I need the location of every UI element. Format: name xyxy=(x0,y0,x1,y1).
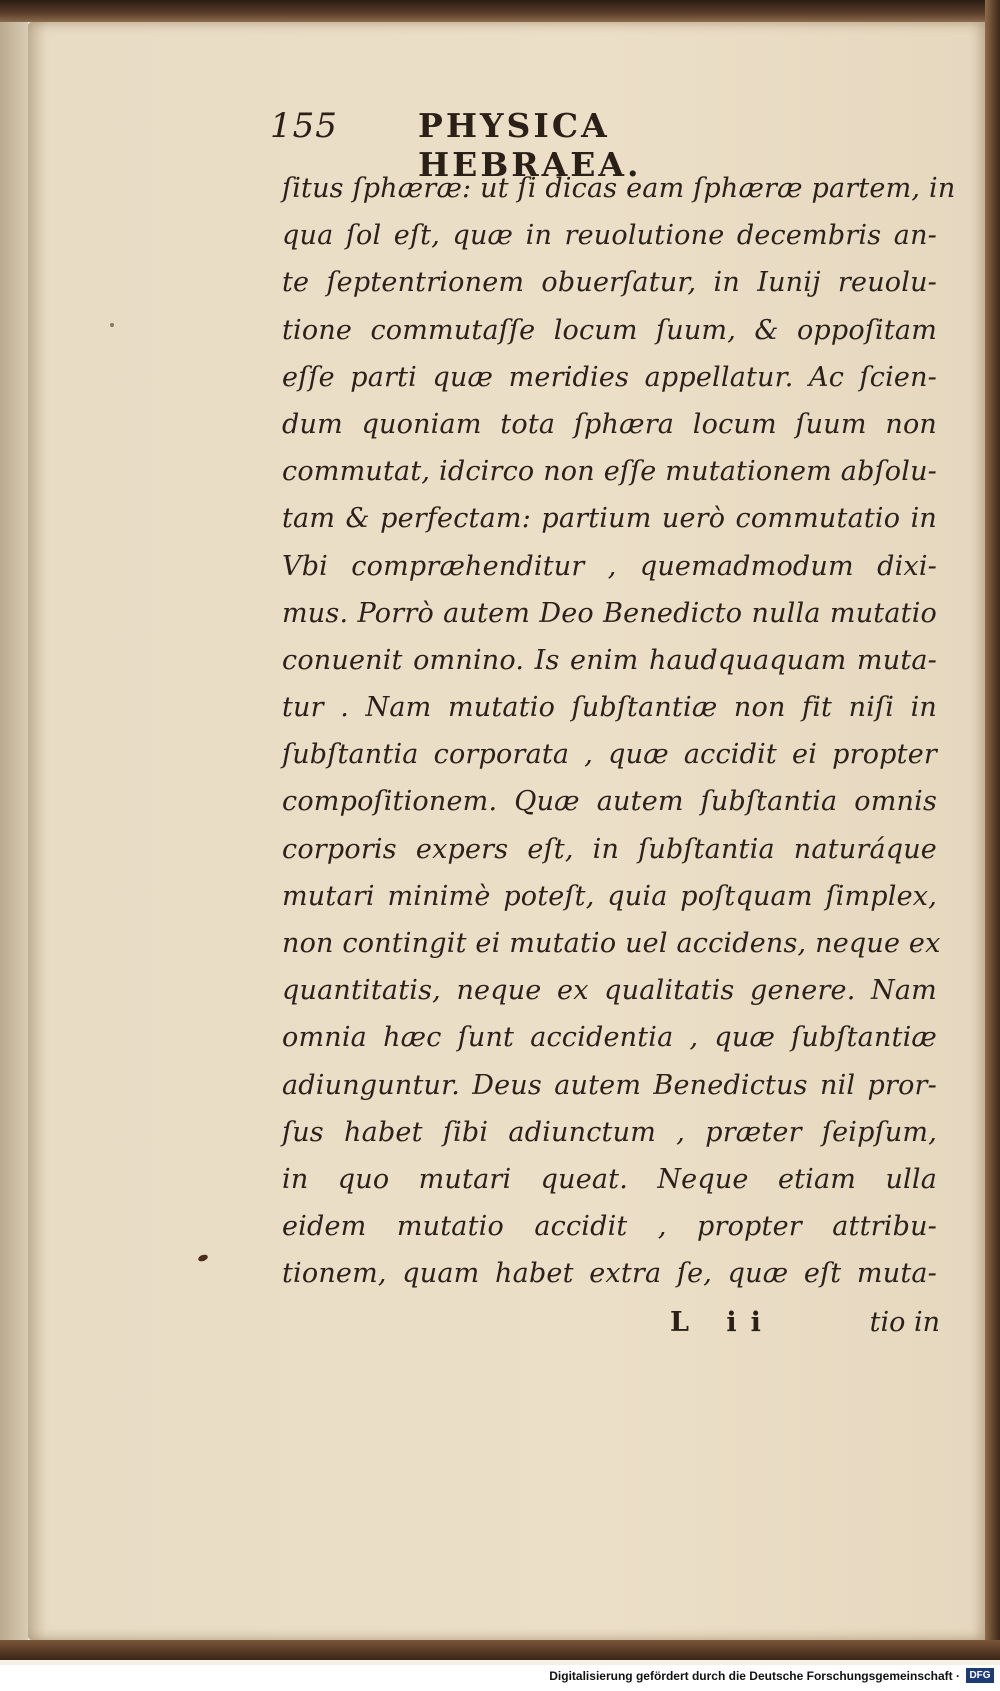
text-line: commutat, idcirco non eſſe mutationem abſolu- xyxy=(282,456,937,488)
text-line: Vbi compræhenditur , quemadmodum dixi- xyxy=(282,550,937,582)
text-line: eidem mutatio accidit , propter attribu- xyxy=(282,1211,937,1243)
text-line: omnia hæc ſunt accidentia , quæ ſubſtantiæ xyxy=(282,1022,937,1054)
book-edge-bottom xyxy=(0,1640,1000,1660)
footer-bar xyxy=(0,1665,1000,1691)
catchword: tio in xyxy=(869,1307,940,1338)
text-line: ſus habet ſibi adiunctum , præter ſeipſum, xyxy=(282,1116,937,1148)
signature-mark: L ii xyxy=(670,1307,775,1338)
text-line: qua ſol eſt, quæ in reuolutione decembris an- xyxy=(282,220,937,252)
text-line: adiunguntur. Deus autem Benedictus nil pror- xyxy=(282,1069,937,1101)
book-edge-right xyxy=(985,0,1000,1660)
text-line: tionem, quam habet extra ſe, quæ eſt muta- xyxy=(282,1258,937,1290)
text-line: quantitatis, neque ex qualitatis genere. Nam xyxy=(282,975,937,1007)
text-line: tione commutaſſe locum ſuum, & oppoſitam xyxy=(282,314,937,346)
text-line: ſitus ſphæræ: ut ſi dicas eam ſphæræ partem, in xyxy=(282,173,956,204)
text-line: tam & perfectam: partium uerò commutatio in xyxy=(282,503,937,535)
text-line: mus. Porrò autem Deo Benedicto nulla mutatio xyxy=(282,597,937,629)
book-edge-top xyxy=(0,0,1000,22)
page-gutter xyxy=(0,22,28,1640)
text-line: tur . Nam mutatio ſubſtantiæ non fit niſi in xyxy=(282,692,937,724)
signature-line xyxy=(670,1307,940,1347)
text-line: non contingit ei mutatio uel accidens, neque ex xyxy=(282,928,941,959)
text-line: eſſe parti quæ meridies appellatur. Ac ſcien- xyxy=(282,361,937,393)
text-line: dum quoniam tota ſphæra locum ſuum non xyxy=(282,408,937,440)
text-line: conuenit omnino. Is enim haudquaquam muta- xyxy=(282,644,937,676)
body-text xyxy=(282,165,956,1298)
text-line: compoſitionem. Quæ autem ſubſtantia omnis xyxy=(282,786,937,818)
text-line: mutari minimè poteſt, quia poſtquam ſimplex, xyxy=(282,880,937,912)
page-header xyxy=(270,100,830,184)
text-line: te ſeptentrionem obuerſatur, in Iunij reuolu- xyxy=(282,267,937,299)
text-line: corporis expers eſt, in ſubſtantia naturáque xyxy=(282,833,937,865)
dfg-logo: DFG xyxy=(966,1668,994,1683)
funding-credit: Digitalisierung gefördert durch die Deutsche Forschungsgemeinschaft · xyxy=(549,1669,960,1683)
page-number: 155 xyxy=(270,106,338,146)
text-line: in quo mutari queat. Neque etiam ulla xyxy=(282,1163,937,1195)
text-line: ſubſtantia corporata , quæ accidit ei propter xyxy=(282,739,937,771)
running-title: PHYSICA HEBRAEA. xyxy=(418,106,642,184)
ink-spot xyxy=(110,323,114,327)
